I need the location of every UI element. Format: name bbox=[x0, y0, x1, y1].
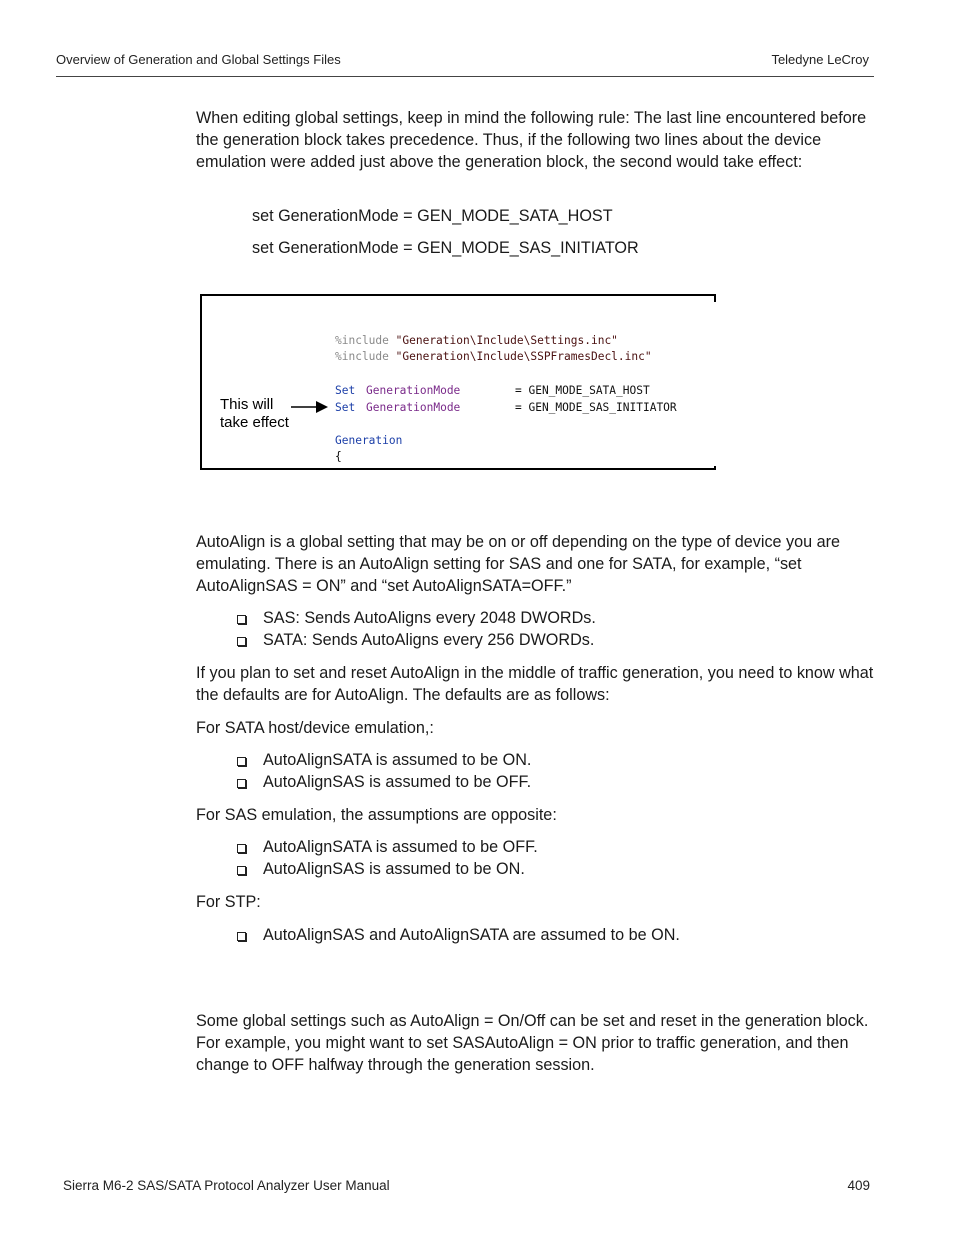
list-item-text: AutoAlignSAS is assumed to be OFF. bbox=[263, 773, 532, 791]
set-variable: GenerationMode bbox=[366, 384, 461, 397]
checkbox-bullet-icon bbox=[237, 637, 246, 646]
checkbox-bullet-icon bbox=[237, 866, 246, 875]
sata-label: For SATA host/device emulation,: bbox=[196, 719, 434, 737]
sas-bullet-list bbox=[236, 836, 538, 880]
set-variable: GenerationMode bbox=[366, 401, 461, 414]
intro-paragraph: When editing global settings, keep in mind the following rule: The last line encountered before the generation block takes precedence. Thus, if the following two lines about the device emulation were added just above the generation block, the second would take effect: bbox=[196, 109, 867, 171]
set-line-2 bbox=[335, 401, 355, 415]
include-path: "Generation\Include\Settings.inc" bbox=[395, 334, 618, 347]
header-rule bbox=[56, 76, 874, 77]
open-brace: { bbox=[335, 450, 342, 463]
set-keyword: Set bbox=[335, 384, 356, 397]
stp-bullet-list bbox=[236, 924, 680, 946]
figure-edge-mark bbox=[714, 294, 716, 302]
code-screenshot-figure bbox=[200, 294, 714, 470]
example-line-1: set GenerationMode = GEN_MODE_SATA_HOST bbox=[252, 207, 613, 225]
sata-bullet-list bbox=[236, 749, 531, 793]
checkbox-bullet-icon bbox=[237, 615, 246, 624]
generation-keyword: Generation bbox=[335, 434, 403, 447]
callout-line-2: take effect bbox=[220, 414, 289, 431]
list-item bbox=[236, 749, 531, 771]
set-value: = GEN_MODE_SAS_INITIATOR bbox=[515, 401, 677, 414]
list-item bbox=[236, 771, 531, 793]
example-line-2: set GenerationMode = GEN_MODE_SAS_INITIATOR bbox=[252, 239, 639, 257]
list-item bbox=[236, 924, 680, 946]
list-item-text: AutoAlignSATA is assumed to be OFF. bbox=[263, 838, 538, 856]
include-line-1 bbox=[335, 334, 618, 348]
callout-label bbox=[220, 396, 289, 432]
defaults-paragraph: If you plan to set and reset AutoAlign in the middle of traffic generation, you need to know what the defaults are for AutoAlign. The defaults are as follows: bbox=[196, 664, 874, 704]
running-header-company: Teledyne LeCroy bbox=[771, 52, 869, 67]
list-item-text: AutoAlignSATA is assumed to be ON. bbox=[263, 751, 532, 769]
running-header-title: Overview of Generation and Global Settings Files bbox=[56, 52, 341, 67]
list-item bbox=[236, 629, 596, 651]
set-value: = GEN_MODE_SATA_HOST bbox=[515, 384, 650, 397]
list-item-text: SAS: Sends AutoAligns every 2048 DWORDs. bbox=[263, 609, 596, 627]
set-line-1 bbox=[335, 384, 355, 398]
include-keyword: %include bbox=[335, 334, 389, 347]
list-item-text: AutoAlignSAS and AutoAlignSATA are assumed to be ON. bbox=[263, 926, 680, 944]
sas-label: For SAS emulation, the assumptions are opposite: bbox=[196, 806, 557, 824]
include-line-2 bbox=[335, 350, 652, 364]
list-item-text: SATA: Sends AutoAligns every 256 DWORDs. bbox=[263, 631, 595, 649]
page-number: 409 bbox=[847, 1178, 870, 1193]
list-item bbox=[236, 858, 538, 880]
list-item bbox=[236, 607, 596, 629]
checkbox-bullet-icon bbox=[237, 932, 246, 941]
footer-manual-title: Sierra M6-2 SAS/SATA Protocol Analyzer User Manual bbox=[63, 1178, 390, 1193]
checkbox-bullet-icon bbox=[237, 757, 246, 766]
set-keyword: Set bbox=[335, 401, 356, 414]
include-path: "Generation\Include\SSPFramesDecl.inc" bbox=[395, 350, 652, 363]
arrow-right-icon bbox=[290, 400, 330, 414]
callout-line-1: This will bbox=[220, 396, 274, 413]
autoalign-bullet-list bbox=[236, 607, 596, 651]
list-item-text: AutoAlignSAS is assumed to be ON. bbox=[263, 860, 525, 878]
autoalign-paragraph: AutoAlign is a global setting that may be on or off depending on the type of device you are emulating. There is an AutoAlign setting for SAS and one for SATA, for example, “set AutoAlignSAS = ON” and “set AutoAlignSATA=OFF.” bbox=[196, 533, 841, 595]
checkbox-bullet-icon bbox=[237, 844, 246, 853]
checkbox-bullet-icon bbox=[237, 779, 246, 788]
include-keyword: %include bbox=[335, 350, 389, 363]
generation-block-paragraph: Some global settings such as AutoAlign = On/Off can be set and reset in the generation block. For example, you might want to set SASAutoAlign = ON prior to traffic generation, and then change to OFF halfway through the generation session. bbox=[196, 1012, 869, 1074]
stp-label: For STP: bbox=[196, 893, 261, 911]
list-item bbox=[236, 836, 538, 858]
figure-edge-mark bbox=[714, 466, 716, 470]
